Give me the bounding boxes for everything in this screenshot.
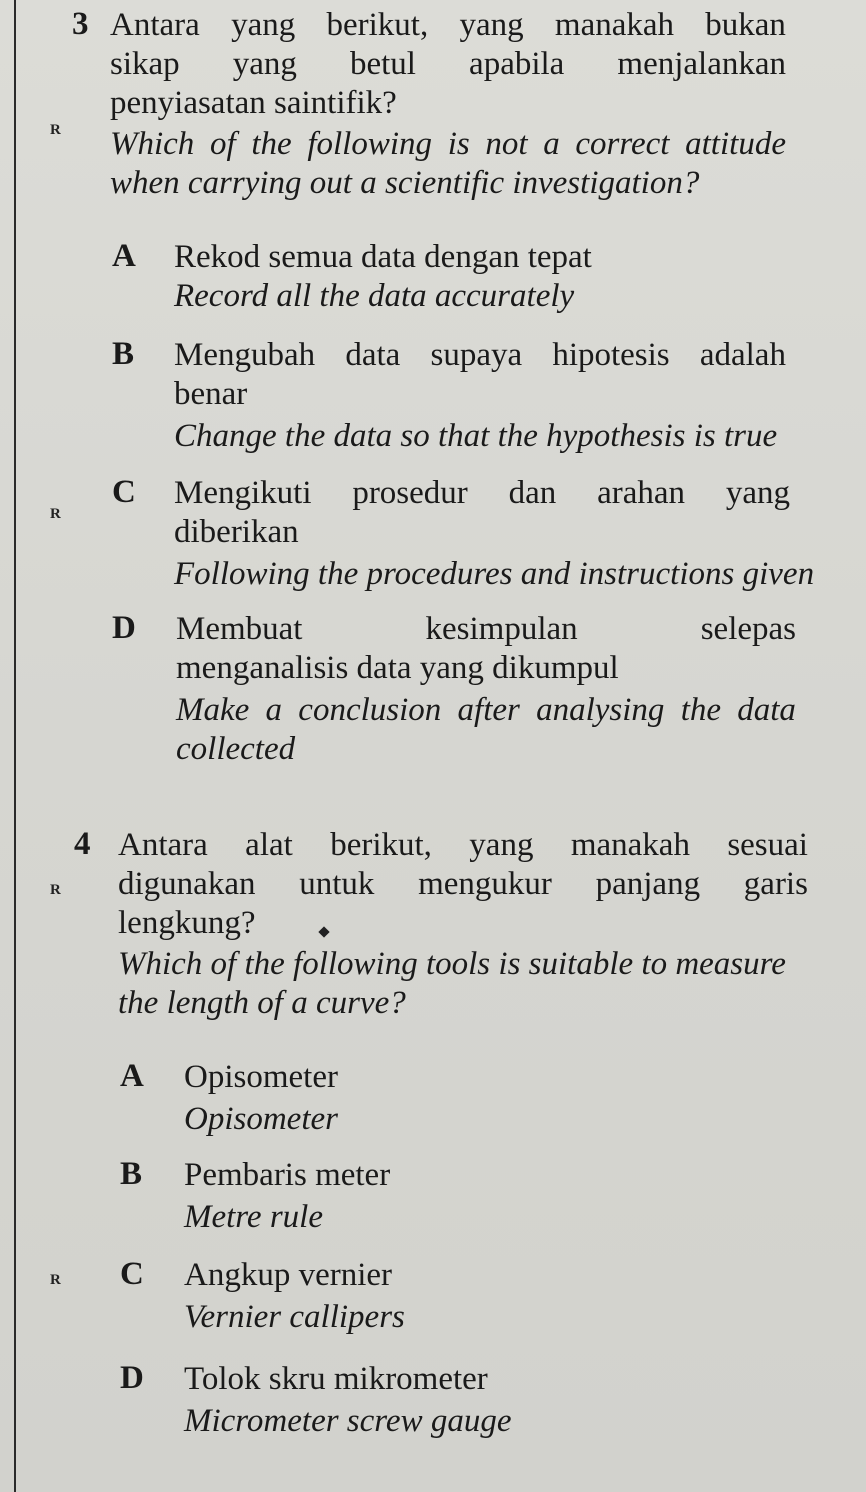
- option-malay-line-2: menganalisis data yang dikumpul: [176, 650, 619, 686]
- q3-option-d[interactable]: [176, 610, 796, 769]
- question-number: 3: [72, 6, 89, 42]
- question-3-malay-line-2: sikap yang betul apabila menjalankan: [110, 46, 786, 82]
- option-letter: A: [112, 238, 136, 274]
- option-letter: A: [120, 1058, 144, 1094]
- option-malay: Rekod semua data dengan tepat: [174, 239, 592, 275]
- option-english: Metre rule: [184, 1199, 323, 1235]
- question-3-stem: [110, 6, 786, 203]
- question-4-english-line-1: Which of the following tools is suitable to measure: [118, 946, 786, 982]
- option-letter: C: [120, 1256, 144, 1292]
- option-malay-line-2: diberikan: [174, 514, 299, 550]
- q3-option-c[interactable]: [174, 474, 815, 594]
- option-english-line-1: Make a conclusion after analysing the data: [176, 692, 796, 728]
- margin-mark: R: [50, 882, 61, 898]
- option-english: Following the procedures and instructions given: [174, 556, 815, 592]
- option-malay: Angkup vernier: [184, 1257, 393, 1293]
- question-3-english-line-2: when carrying out a scientific investigation?: [110, 165, 700, 201]
- option-malay-line-2: benar: [174, 376, 248, 412]
- q4-option-d[interactable]: [184, 1360, 744, 1441]
- option-letter: C: [112, 474, 136, 510]
- option-english: Change the data so that the hypothesis is true: [174, 418, 778, 454]
- q4-option-c[interactable]: [184, 1256, 684, 1337]
- option-malay: Opisometer: [184, 1059, 338, 1095]
- option-malay-line-1: Mengikuti prosedur dan arahan yang: [174, 475, 790, 511]
- question-4-stem: [118, 826, 808, 1023]
- option-english: Vernier callipers: [184, 1299, 405, 1335]
- q4-option-a[interactable]: [184, 1058, 684, 1139]
- q4-option-b[interactable]: [184, 1156, 684, 1237]
- option-english: Record all the data accurately: [174, 278, 575, 314]
- margin-mark: R: [50, 506, 61, 522]
- option-english: Micrometer screw gauge: [184, 1403, 512, 1439]
- q3-option-b[interactable]: [174, 336, 786, 456]
- q3-option-a[interactable]: [174, 238, 784, 316]
- option-letter: D: [120, 1360, 144, 1396]
- margin-mark: R: [50, 1272, 61, 1288]
- option-letter: B: [112, 336, 135, 372]
- option-malay: Tolok skru mikrometer: [184, 1361, 488, 1397]
- question-4-english-line-2: the length of a curve?: [118, 985, 406, 1021]
- question-3-malay-line-1: Antara yang berikut, yang manakah bukan: [110, 7, 786, 43]
- question-4-malay-line-1: Antara alat berikut, yang manakah sesuai: [118, 827, 808, 863]
- question-number: 4: [74, 826, 91, 862]
- question-4-malay-line-2: digunakan untuk mengukur panjang garis: [118, 866, 808, 902]
- option-english: Opisometer: [184, 1101, 338, 1137]
- option-malay-line-1: Membuat kesimpulan selepas: [176, 611, 796, 647]
- option-letter: B: [120, 1156, 143, 1192]
- question-4-malay-line-3: lengkung?: [118, 905, 256, 941]
- question-3-malay-line-3: penyiasatan saintifik?: [110, 85, 397, 121]
- option-malay: Pembaris meter: [184, 1157, 391, 1193]
- margin-line: [14, 0, 16, 1492]
- option-malay-line-1: Mengubah data supaya hipotesis adalah: [174, 337, 786, 373]
- question-3-english-line-1: Which of the following is not a correct attitude: [110, 126, 786, 162]
- option-letter: D: [112, 610, 136, 646]
- margin-mark: R: [50, 122, 61, 138]
- option-english-line-2: collected: [176, 731, 296, 767]
